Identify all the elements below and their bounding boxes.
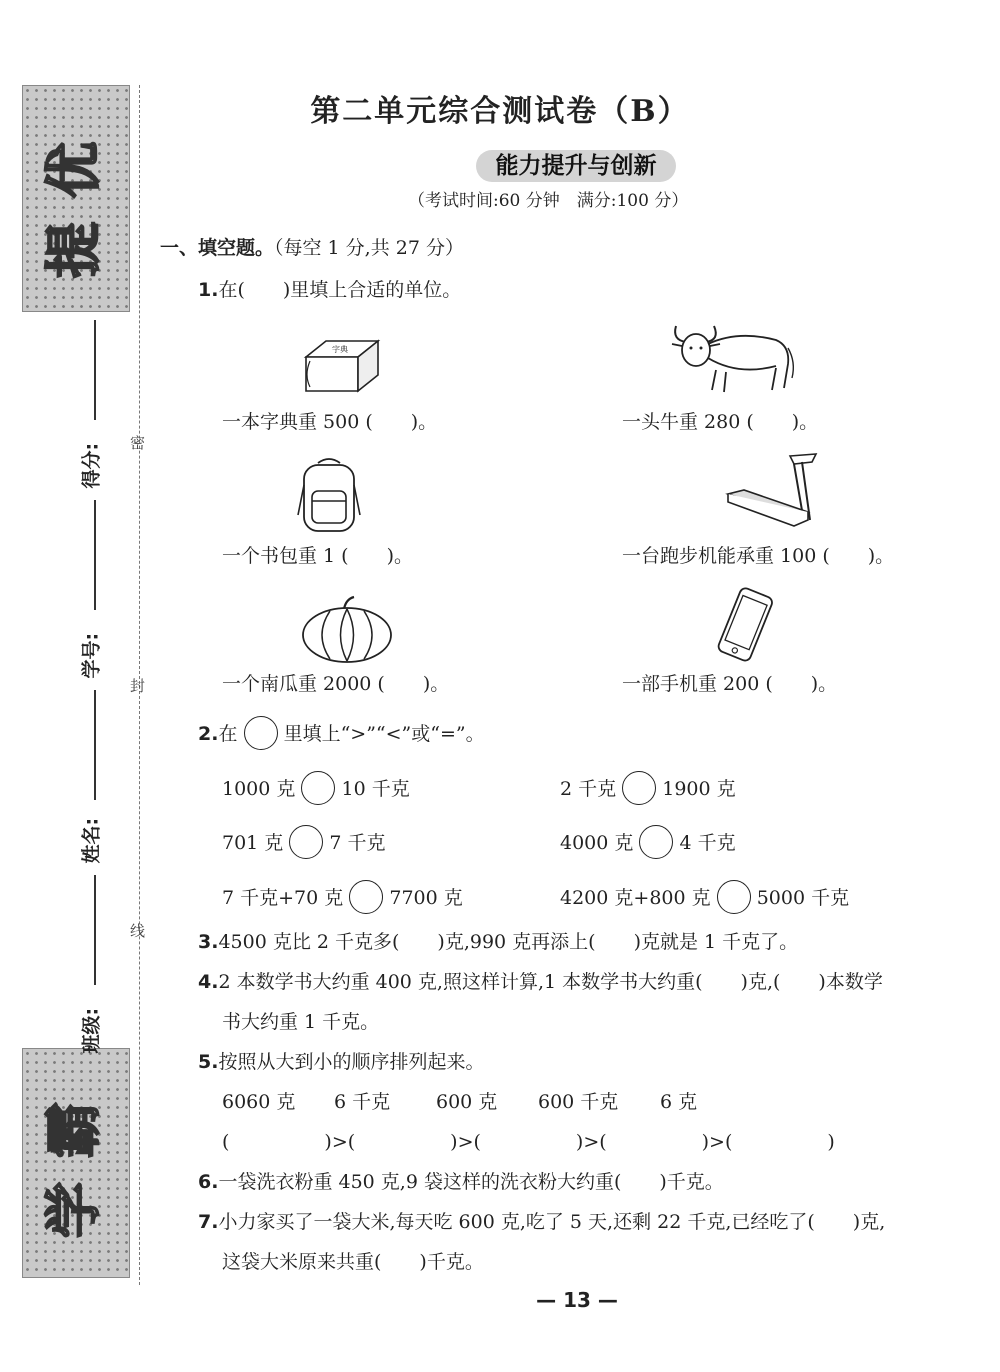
compare-row <box>560 773 736 807</box>
compare-right: 4 千克 <box>679 832 736 854</box>
q1-item: 一头牛重 280 ( )。 <box>622 411 819 433</box>
compare-right: 10 千克 <box>341 778 410 800</box>
compare-row <box>560 827 736 861</box>
student-no-line[interactable] <box>94 500 96 610</box>
class-line[interactable] <box>94 875 96 985</box>
page-subtitle: 能力提升与创新 <box>476 150 676 182</box>
q1-item: 一台跑步机能承重 100 ( )。 <box>622 545 895 567</box>
compare-left: 2 千克 <box>560 778 617 800</box>
seal-char: 封 <box>130 677 146 695</box>
page-number: — 13 — <box>536 1288 618 1312</box>
section-heading-row <box>160 236 464 260</box>
question-prompt: 在( )里填上合适的单位。 <box>218 279 462 301</box>
question-text-continued: 书大约重 1 千克。 <box>222 1011 380 1033</box>
q5-value: 6060 克 <box>222 1091 296 1113</box>
q5-answer-line[interactable]: ( )>( )>( )>( )>( ) <box>222 1131 835 1153</box>
brand-char: 提 <box>42 222 107 278</box>
name-label: 姓名: <box>80 817 103 864</box>
question-1 <box>198 278 461 302</box>
q5-value: 600 千克 <box>538 1091 619 1113</box>
question-text-continued[interactable]: 这袋大米原来共重( )千克。 <box>222 1251 484 1273</box>
compare-right: 1900 克 <box>662 778 736 800</box>
class-label: 班级: <box>80 1007 103 1054</box>
compare-circle-input[interactable] <box>349 880 383 914</box>
compare-circle-input[interactable] <box>301 771 335 805</box>
q1-item: 一个书包重 1 ( )。 <box>222 545 413 567</box>
question-number: 2. <box>198 723 219 745</box>
score-label: 得分: <box>80 442 103 489</box>
question-text[interactable]: 一袋洗衣粉重 450 克,9 袋这样的洗衣粉大约重( )千克。 <box>218 1171 724 1193</box>
compare-circle-input[interactable] <box>289 825 323 859</box>
q1-item: 一本字典重 500 ( )。 <box>222 411 438 433</box>
brand-char: 学 <box>42 1182 107 1238</box>
cow-image <box>668 318 798 398</box>
compare-left: 1000 克 <box>222 778 296 800</box>
compare-right: 7 千克 <box>329 832 386 854</box>
question-prompt: 按照从大到小的顺序排列起来。 <box>218 1051 485 1073</box>
seal-char: 密 <box>130 434 146 452</box>
compare-circle-input[interactable] <box>622 771 656 805</box>
question-7 <box>198 1210 885 1234</box>
q1-item: 一个南瓜重 2000 ( )。 <box>222 673 450 695</box>
section-score-note: （每空 1 分,共 27 分） <box>274 237 464 259</box>
phone-image <box>706 586 782 664</box>
question-number: 4. <box>198 971 219 993</box>
question-text[interactable]: 小力家买了一袋大米,每天吃 600 克,吃了 5 天,还剩 22 千克,已经吃了( )克, <box>218 1211 886 1233</box>
compare-left: 701 克 <box>222 832 284 854</box>
question-number: 7. <box>198 1211 219 1233</box>
dictionary-spine-text: 字典 <box>332 345 348 354</box>
compare-row <box>222 773 410 807</box>
pumpkin-image <box>300 595 394 665</box>
seal-char: 线 <box>130 922 146 940</box>
brand-block-bottom <box>22 1048 130 1278</box>
score-line[interactable] <box>94 320 96 420</box>
compare-right: 5000 千克 <box>756 887 850 909</box>
q5-value: 6 克 <box>660 1091 698 1113</box>
q1-item: 一部手机重 200 ( )。 <box>622 673 838 695</box>
brand-char: 优 <box>42 142 107 198</box>
question-6 <box>198 1170 724 1194</box>
backpack-image <box>294 455 364 535</box>
question-prompt: 里填上“>”“<”或“=”。 <box>283 723 485 745</box>
question-prompt: 在 <box>218 723 238 745</box>
question-3 <box>198 930 798 954</box>
q5-value: 6 千克 <box>334 1091 391 1113</box>
treadmill-image <box>724 450 824 535</box>
question-2 <box>198 718 485 752</box>
section-heading: 一、填空题。 <box>160 237 275 259</box>
question-text[interactable]: 2 本数学书大约重 400 克,照这样计算,1 本数学书大约重( )克,( )本数学 <box>218 971 883 993</box>
name-line[interactable] <box>94 690 96 800</box>
circle-blank-icon <box>244 716 278 750</box>
compare-row <box>222 882 463 916</box>
exam-info: （考试时间:60 分钟 满分:100 分） <box>408 191 689 211</box>
q5-value: 600 克 <box>436 1091 498 1113</box>
dictionary-image <box>296 335 386 397</box>
compare-left: 4000 克 <box>560 832 634 854</box>
compare-row <box>222 827 386 861</box>
question-number: 3. <box>198 931 219 953</box>
question-4 <box>198 970 883 994</box>
compare-right: 7700 克 <box>389 887 463 909</box>
student-no-label: 学号: <box>80 632 103 679</box>
compare-left: 4200 克+800 克 <box>560 887 711 909</box>
question-number: 5. <box>198 1051 219 1073</box>
compare-circle-input[interactable] <box>717 880 751 914</box>
question-number: 6. <box>198 1171 219 1193</box>
page-title: 第二单元综合测试卷（B） <box>310 94 690 129</box>
question-5 <box>198 1050 484 1074</box>
brand-char: 霸 <box>42 1102 107 1158</box>
question-text[interactable]: 4500 克比 2 千克多( )克,990 克再添上( )克就是 1 千克了。 <box>218 931 799 953</box>
compare-circle-input[interactable] <box>639 825 673 859</box>
compare-left: 7 千克+70 克 <box>222 887 344 909</box>
question-number: 1. <box>198 279 219 301</box>
compare-row <box>560 882 849 916</box>
